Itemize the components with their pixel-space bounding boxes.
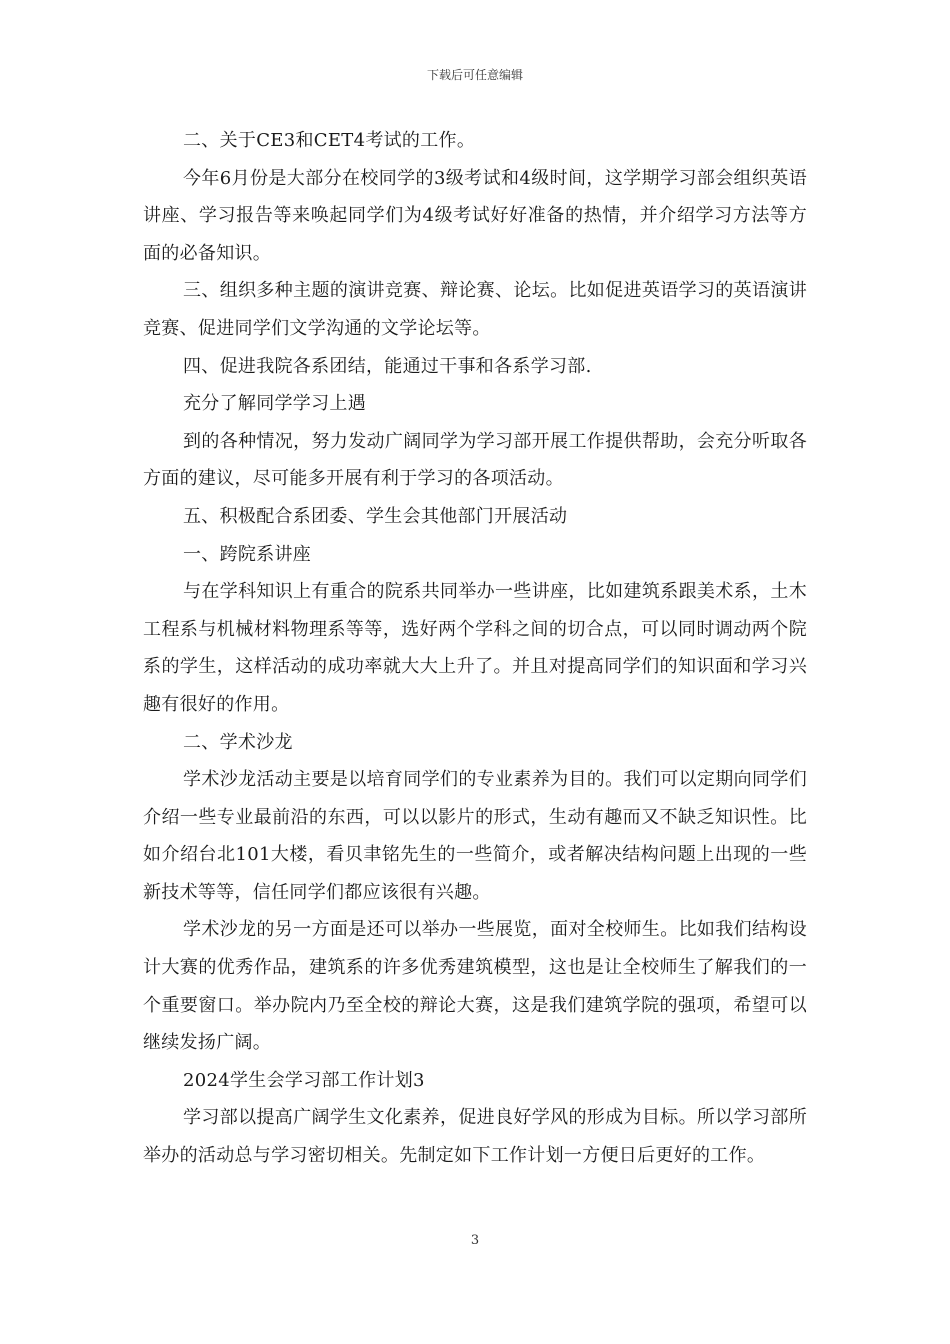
page-header: 下载后可任意编辑 — [426, 68, 523, 82]
page-number: 3 — [470, 1233, 480, 1248]
section-heading: 2024学生会学习部工作计划3 — [183, 1069, 425, 1091]
paragraph: 四、促进我院各系团结，能通过干事和各系学习部. — [183, 355, 592, 377]
paragraph: 与在学科知识上有重合的院系共同举办一些讲座，比如建筑系跟美术系，土木工程系与机械材料物理系等等，选好两个学科之间的切合点，可以同时调动两个院系的学生，这样活动的成功率就大大上升了。并且对提高同学们的知识面和学习兴趣有很好的作用。 — [143, 581, 807, 715]
paragraph: 学术沙龙活动主要是以培育同学们的专业素养为目的。我们可以定期向同学们介绍一些专业最前沿的东西，可以以影片的形式，生动有趣而又不缺乏知识性。比如介绍台北101大楼，看贝聿铭先生的一些简介，或者解决结构问题上出现的一些新技术等等，信任同学们都应该很有兴趣。 — [143, 769, 807, 903]
paragraph: 今年6月份是大部分在校同学的3级考试和4级时间，这学期学习部会组织英语讲座、学习报告等来唤起同学们为4级考试好好准备的热情，并介绍学习方法等方面的必备知识。 — [143, 167, 807, 264]
paragraph: 学习部以提高广阔学生文化素养，促进良好学风的形成为目标。所以学习部所举办的活动总与学习密切相关。先制定如下工作计划一方便日后更好的工作。 — [143, 1107, 807, 1167]
paragraph: 学术沙龙的另一方面是还可以举办一些展览，面对全校师生。比如我们结构设计大赛的优秀作品，建筑系的许多优秀建筑模型，这也是让全校师生了解我们的一个重要窗口。举办院内乃至全校的辩论大赛，这是我们建筑学院的强项，希望可以继续发扬广阔。 — [143, 919, 807, 1054]
paragraph: 五、积极配合系团委、学生会其他部门开展活动 — [183, 505, 568, 527]
paragraph: 充分了解同学学习上遇 — [183, 393, 366, 415]
document-body — [143, 122, 807, 1175]
paragraph: 三、组织多种主题的演讲竞赛、辩论赛、论坛。比如促进英语学习的英语演讲竞赛、促进同学们文学沟通的文学论坛等。 — [143, 280, 807, 339]
section-heading: 二、学术沙龙 — [183, 731, 293, 753]
section-heading: 一、跨院系讲座 — [183, 543, 312, 565]
paragraph: 到的各种情况，努力发动广阔同学为学习部开展工作提供帮助，会充分听取各方面的建议，尽可能多开展有利于学习的各项活动。 — [143, 430, 807, 490]
paragraph: 二、关于CE3和CET4考试的工作。 — [183, 130, 476, 151]
